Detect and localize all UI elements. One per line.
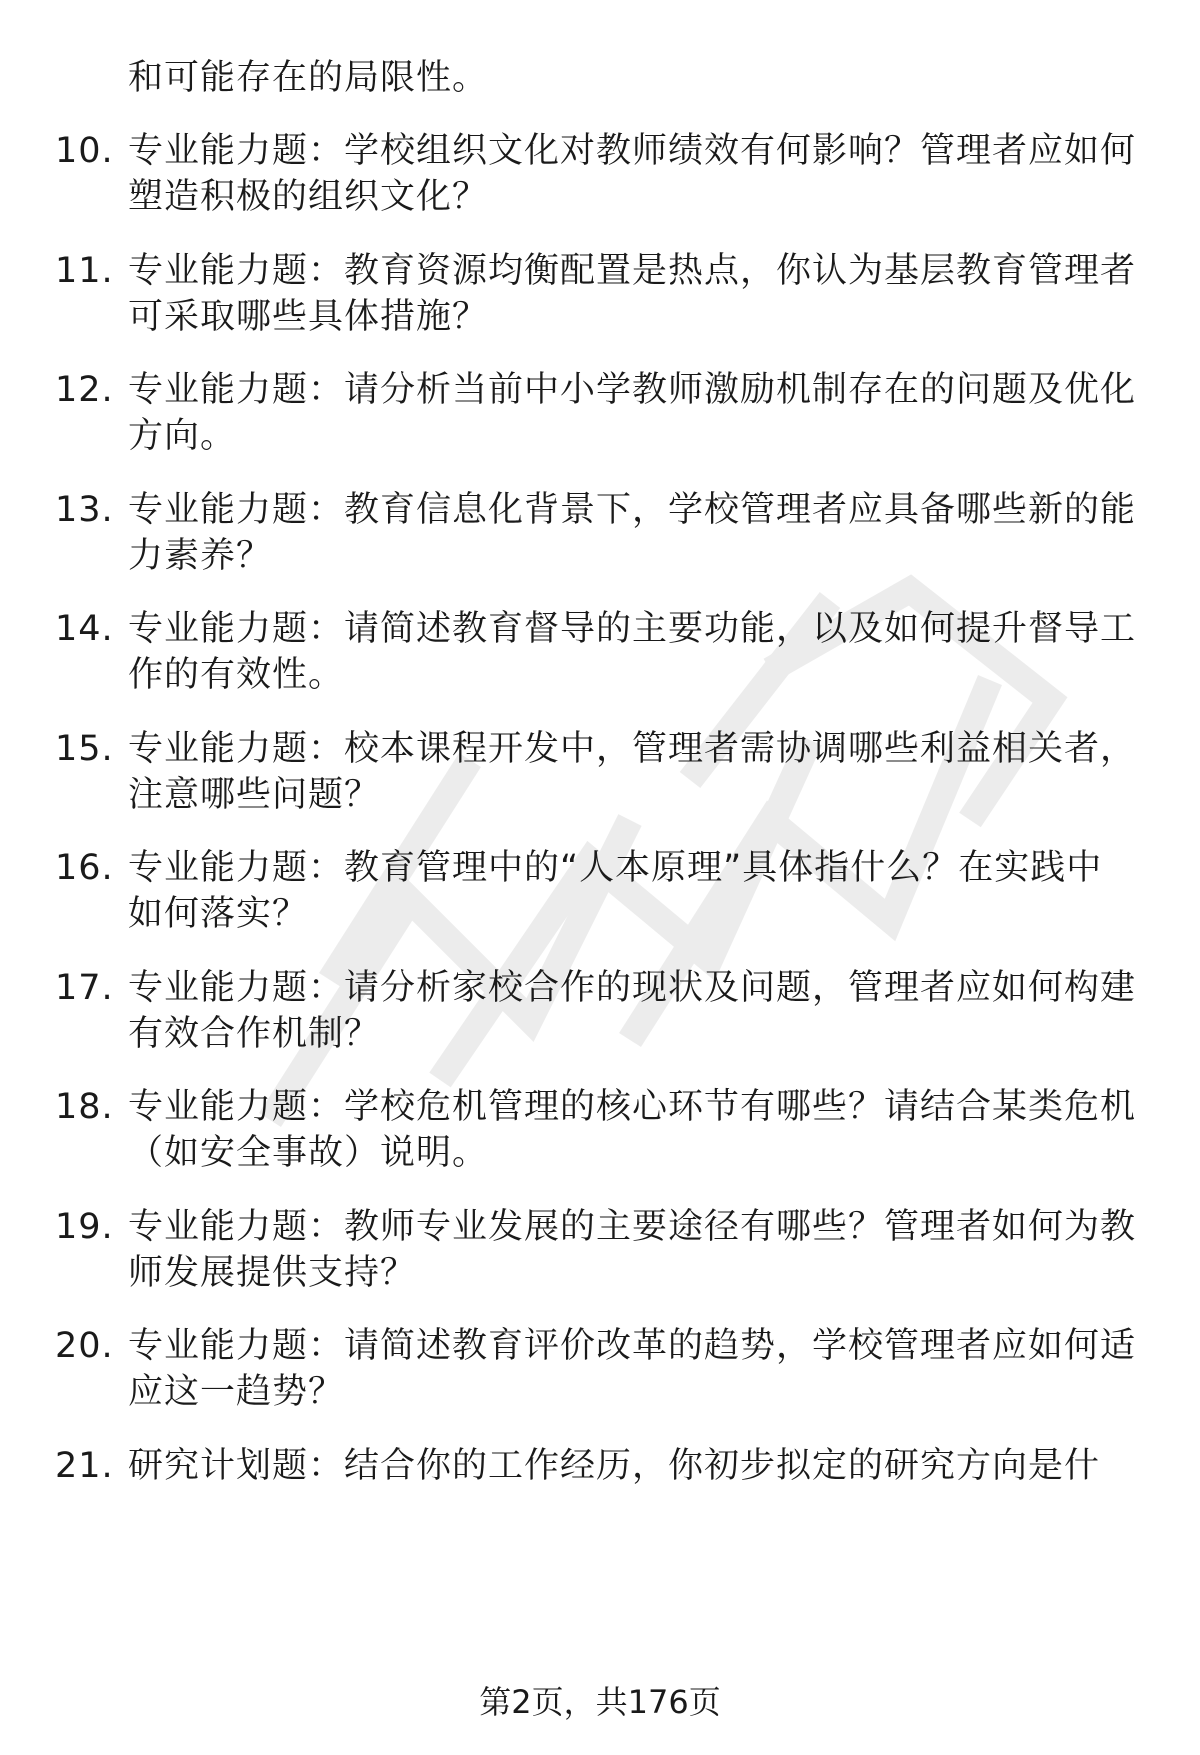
question-text-line-1: 专业能力题：请分析家校合作的现状及问题，管理者应如何构建 — [128, 968, 1137, 1008]
question-text-line-1: 专业能力题：教育管理中的“人本原理”具体指什么？在实践中 — [128, 848, 1103, 888]
question-text-line-2: （如安全事故）说明。 — [128, 1133, 489, 1173]
question-text-line-1: 研究计划题：结合你的工作经历，你初步拟定的研究方向是什 — [128, 1446, 1101, 1486]
question-text-line-2: 作的有效性。 — [128, 655, 345, 695]
question-number: 13. — [55, 490, 114, 530]
question-text-line-2: 有效合作机制？ — [128, 1014, 381, 1054]
question-text-line-1: 专业能力题：请简述教育督导的主要功能，以及如何提升督导工 — [128, 609, 1137, 649]
question-text-line-1: 专业能力题：学校危机管理的核心环节有哪些？请结合某类危机 — [128, 1087, 1137, 1127]
question-number: 18. — [55, 1087, 114, 1127]
question-text-line-1: 专业能力题：学校组织文化对教师绩效有何影响？管理者应如何 — [128, 131, 1137, 171]
question-text-line-1: 专业能力题：校本课程开发中，管理者需协调哪些利益相关者， — [128, 729, 1137, 769]
question-text-line-2: 师发展提供支持？ — [128, 1253, 417, 1293]
question-number: 11. — [55, 251, 114, 291]
question-number: 20. — [55, 1326, 114, 1366]
question-number: 17. — [55, 968, 114, 1008]
question-number: 12. — [55, 370, 114, 410]
question-number: 10. — [55, 131, 114, 171]
question-text-line-2: 力素养？ — [128, 536, 273, 576]
question-text-line-2: 可采取哪些具体措施？ — [128, 297, 489, 337]
question-number: 14. — [55, 609, 114, 649]
question-text-line-2: 注意哪些问题？ — [128, 775, 381, 815]
question-text-line-1: 专业能力题：教育资源均衡配置是热点，你认为基层教育管理者 — [128, 251, 1137, 291]
question-text-line-2: 方向。 — [128, 416, 237, 456]
question-text-line-1: 专业能力题：教师专业发展的主要途径有哪些？管理者如何为教 — [128, 1207, 1137, 1247]
question-number: 21. — [55, 1446, 114, 1486]
continuation-text: 和可能存在的局限性。 — [128, 58, 489, 98]
question-number: 19. — [55, 1207, 114, 1247]
question-text-line-1: 专业能力题：教育信息化背景下，学校管理者应具备哪些新的能 — [128, 490, 1137, 530]
question-text-line-1: 专业能力题：请分析当前中小学教师激励机制存在的问题及优化 — [128, 370, 1137, 410]
question-number: 16. — [55, 848, 114, 888]
question-text-line-2: 塑造积极的组织文化？ — [128, 177, 489, 217]
question-number: 15. — [55, 729, 114, 769]
question-text-line-2: 应这一趋势？ — [128, 1372, 345, 1412]
question-text-line-1: 专业能力题：请简述教育评价改革的趋势，学校管理者应如何适 — [128, 1326, 1137, 1366]
page-footer: 第2页，共176页 — [479, 1683, 721, 1721]
question-text-line-2: 如何落实？ — [128, 894, 309, 934]
